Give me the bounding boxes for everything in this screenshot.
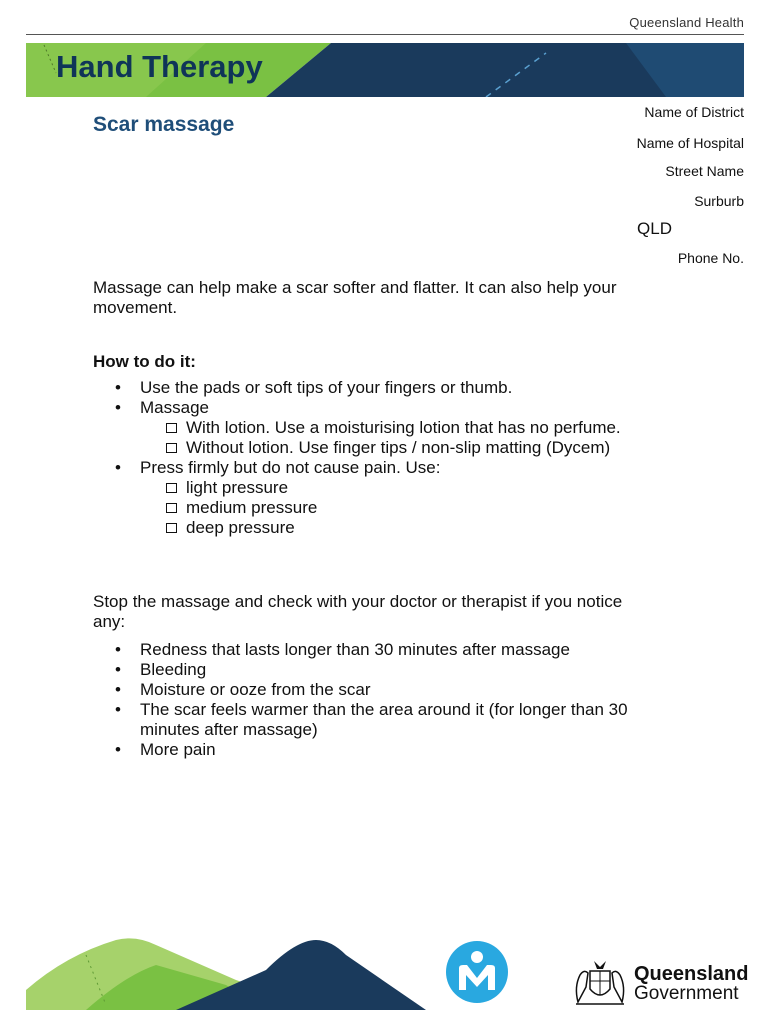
checkbox-label: deep pressure: [186, 518, 295, 537]
stop-line: Stop the massage and check with your doctor or therapist if you notice: [93, 592, 623, 611]
document-title: Scar massage: [93, 113, 235, 136]
list-item: • Moisture or ooze from the scar: [93, 680, 693, 700]
district-name: Name of District: [644, 104, 744, 120]
stop-paragraph: [93, 592, 673, 632]
checkbox[interactable]: [166, 483, 177, 493]
checkbox-label: medium pressure: [186, 498, 318, 517]
howto-list: [93, 378, 621, 538]
howto-heading: How to do it:: [93, 352, 196, 371]
checkbox[interactable]: [166, 503, 177, 513]
checkbox-item[interactable]: [93, 518, 621, 538]
intro-paragraph: [93, 278, 693, 318]
checkbox[interactable]: [166, 423, 177, 433]
phone-number: Phone No.: [677, 250, 744, 266]
government-wordmark: [634, 964, 748, 1003]
list-item: • Press firmly but do not cause pain. Use:: [93, 458, 621, 478]
list-item: • Massage: [93, 398, 621, 418]
checkbox-item[interactable]: [93, 438, 621, 458]
list-item: • Use the pads or soft tips of your fingers or thumb.: [93, 378, 621, 398]
street-name: Street Name: [665, 163, 744, 179]
intro-line: movement.: [93, 298, 178, 317]
list-item: • More pain: [93, 740, 693, 760]
state-name: QLD: [637, 219, 672, 238]
list-item-line: • The scar feels warmer than the area around it (for longer than 30: [140, 700, 628, 719]
checkbox-item[interactable]: [93, 478, 621, 498]
hospital-name: Name of Hospital: [636, 135, 744, 151]
list-item-line: minutes after massage): [140, 720, 318, 739]
checkbox-label: Without lotion. Use finger tips / non-slip matting (Dycem): [186, 438, 611, 457]
intro-line: Massage can help make a scar softer and flatter. It can also help your: [93, 278, 617, 297]
checkbox-label: With lotion. Use a moisturising lotion that has no perfume.: [186, 418, 621, 437]
list-item: • Redness that lasts longer than 30 minutes after massage: [93, 640, 693, 660]
hospital-logo-icon: [445, 940, 509, 1004]
checkbox[interactable]: [166, 443, 177, 453]
header-rule: [26, 34, 744, 35]
checkbox-item[interactable]: [93, 418, 621, 438]
checkbox-item[interactable]: [93, 498, 621, 518]
checkbox[interactable]: [166, 523, 177, 533]
checkbox-label: light pressure: [186, 478, 289, 497]
list-item: [93, 700, 693, 740]
suburb-name: Surburb: [694, 193, 744, 209]
government-wordmark-line: Government: [634, 983, 739, 1004]
list-item: • Bleeding: [93, 660, 693, 680]
coat-of-arms-icon: [570, 957, 630, 1007]
org-name: Queensland Health: [629, 15, 744, 30]
stop-line: any:: [93, 612, 126, 631]
government-wordmark-line: Queensland: [634, 963, 749, 985]
warning-list: [93, 640, 693, 760]
footer-mountains: [26, 935, 426, 1010]
banner-title: Hand Therapy: [56, 49, 263, 84]
